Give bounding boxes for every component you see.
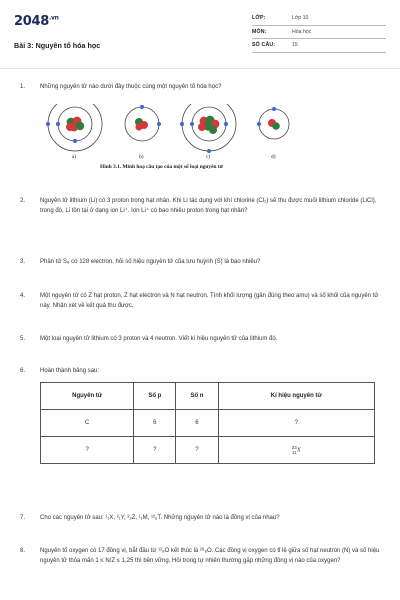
table-header: Nguyên tử: [41, 383, 134, 410]
atom-b: [125, 105, 161, 141]
page-header: [14, 10, 386, 60]
question-2: 2. Nguyên tử lithium (Li) có 3 proton trong hạt nhân. Khi Li tác dụng với khí chlorine (Cl₂) sẽ thu được muối lithium chloride (LiCl), trong đó, Li tồn tại ở dạng ion Li⁺. Ion Li⁺ có bao nhiêu proton trong hạt nhân?: [20, 198, 377, 214]
atom-c: [180, 104, 236, 153]
table-cell: C: [41, 410, 134, 437]
meta-subject: MÔN: Hóa học: [252, 26, 386, 40]
meta-grade: LỚP: Lớp 10: [252, 12, 386, 26]
table-row: [41, 410, 375, 437]
atom-label-d: d): [271, 154, 276, 160]
table-cell: ?: [134, 437, 176, 464]
table-cell: 6: [134, 410, 176, 437]
atom-a: [46, 104, 102, 151]
table-header: Số n: [176, 383, 218, 410]
atom-d: [257, 107, 289, 139]
question-7: 7. Cho các nguyên tử sau: ¹₁X, ²₁Y, ²₂Z, ¹₁M, ¹²₆T. Những nguyên tử nào là đồng vị của nhau?: [20, 515, 280, 521]
lesson-title: Bài 3: Nguyên tố hóa học: [14, 41, 101, 50]
question-5: 5. Một loại nguyên tử lithium có 3 proton và 4 neutron. Viết kí hiệu nguyên tử của lithium đó.: [20, 336, 278, 342]
atom-table: [40, 382, 375, 464]
atom-label-c: c): [206, 154, 211, 160]
table-cell: 6: [176, 410, 218, 437]
question-4: 4. Một nguyên tử có Z hạt proton, Z hạt electron và N hạt neutron. Tính khối lượng (gần đúng theo amu) và số khối của nguyên tử này. Nhận xét về kết quả thu được.: [20, 293, 379, 309]
table-cell: ?: [41, 437, 134, 464]
table-header: Số p: [134, 383, 176, 410]
table-header-row: [41, 383, 375, 410]
atom-label-b: b): [139, 154, 144, 160]
table-cell-symbol: [218, 437, 374, 464]
table-cell: ?: [176, 437, 218, 464]
site-logo[interactable]: $2048^{.vn}$: [14, 14, 59, 29]
atom-label-a: a): [72, 154, 77, 160]
table-row: [41, 437, 375, 464]
nuclide-letter: X: [296, 446, 301, 454]
table-header: Kí hiệu nguyên tử: [218, 383, 374, 410]
meta-question-count: SỐ CÂU: 15: [252, 39, 386, 53]
header-divider: [0, 68, 400, 69]
figure-caption: Hình 3.1. Minh hoạ cấu tạo của một số loại nguyên tử: [100, 164, 223, 170]
question-1: 1. Những nguyên tử nào dưới đây thuộc cùng một nguyên tố hóa học?: [20, 84, 222, 90]
table-cell: ?: [218, 410, 374, 437]
question-8: 8. Nguyên tố oxygen có 17 đồng vị, bắt đầu từ ¹²₈O kết thúc là ²⁸₈O. Các đồng vị oxygen có tỉ lệ giữa số hạt neutron (N) và số hiệu nguyên tử thỏa mãn 1 ≤ N/Z ≤ 1,25 thì bền vững. Hỏi trong tự nhiên thường gặp những đồng vị nào của oxygen?: [20, 548, 380, 564]
question-3: 3. Phân tử S₈ có 128 electron, hỏi số hiệu nguyên tử của lưu huỳnh (S) là bao nhiêu?: [20, 259, 261, 265]
nuclide-numbers: 23 11: [291, 445, 297, 455]
question-6: 6. Hoàn thành bảng sau:: [20, 368, 100, 374]
meta-info: [252, 12, 386, 53]
